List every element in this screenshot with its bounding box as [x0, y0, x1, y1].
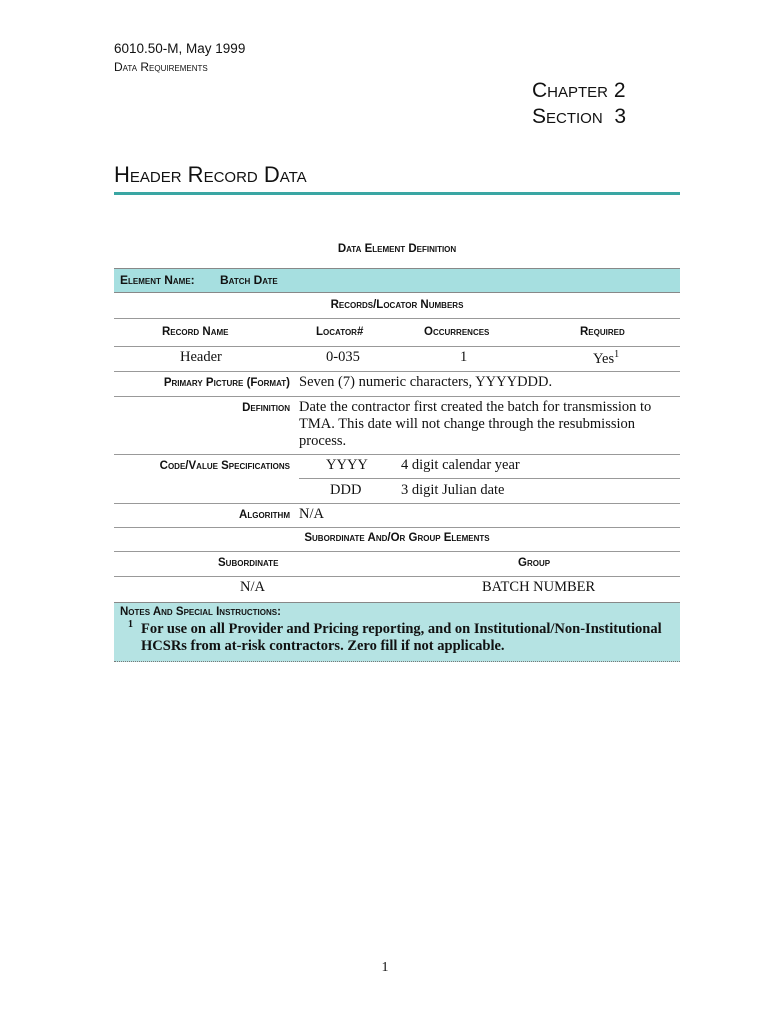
definition-line: TMA. This date will not change through the resubmission: [299, 416, 636, 432]
element-name-bar: [114, 268, 680, 293]
subordinate-group-heading: Subordinate And/Or Group Elements: [304, 532, 490, 544]
section-label: Section 3: [532, 105, 627, 128]
subordinate-value: N/A: [240, 579, 265, 595]
subordinate-label: Subordinate: [218, 557, 279, 569]
data-element-definition-heading: Data Element Definition: [337, 243, 457, 255]
document-subtitle: Data Requirements: [114, 60, 208, 74]
notes-label: Notes And Special Instructions:: [120, 606, 281, 618]
group-label: Group: [518, 557, 551, 569]
divider: [114, 454, 680, 455]
divider: [114, 396, 680, 397]
document-id: 6010.50-M, May 1999: [114, 41, 246, 56]
code-value-code: YYYY: [326, 457, 368, 473]
primary-picture-label: Primary Picture (Format): [163, 377, 290, 389]
divider: [114, 318, 680, 319]
divider: [114, 346, 680, 347]
code-value-desc: 4 digit calendar year: [401, 457, 520, 473]
title-divider: [114, 192, 680, 195]
record-name-cell: Header: [180, 349, 222, 365]
code-value-code: DDD: [330, 482, 362, 498]
definition-line: Date the contractor first created the batch for transmission to: [299, 399, 652, 415]
definition-label: Definition: [242, 402, 290, 414]
required-value: Yes: [593, 350, 615, 367]
chapter-label: Chapter 2: [532, 79, 626, 102]
page-number: 1: [381, 960, 389, 975]
column-occurrences: Occurrences: [424, 326, 490, 338]
code-value-label: Code/Value Specifications: [159, 460, 290, 472]
code-value-desc: 3 digit Julian date: [401, 482, 505, 498]
records-locator-heading: Records/Locator Numbers: [330, 299, 464, 311]
primary-picture-value: Seven (7) numeric characters, YYYYDDD.: [299, 374, 553, 390]
divider: [114, 503, 680, 504]
element-name-value: Batch Date: [220, 273, 278, 287]
column-required: Required: [580, 326, 625, 338]
divider: [299, 478, 680, 479]
divider: [114, 576, 680, 577]
algorithm-value: N/A: [299, 506, 324, 522]
notes-box: [114, 602, 680, 662]
column-locator: Locator#: [316, 326, 364, 338]
record-occurrences-cell: 1: [460, 349, 468, 365]
definition-line: process.: [299, 433, 347, 449]
page-title: Header Record Data: [114, 162, 307, 187]
group-value: BATCH NUMBER: [482, 579, 596, 595]
notes-line: For use on all Provider and Pricing reporting, and on Institutional/Non-Institutional: [141, 621, 662, 637]
divider: [114, 551, 680, 552]
divider: [114, 527, 680, 528]
record-locator-cell: 0-035: [326, 349, 360, 365]
notes-line: HCSRs from at-risk contractors. Zero fill if not applicable.: [141, 638, 505, 654]
required-footnote: 1: [614, 349, 620, 360]
record-required-cell: [593, 349, 619, 368]
column-record-name: Record Name: [162, 326, 229, 338]
element-name-label: Element Name:: [120, 273, 195, 287]
divider: [114, 371, 680, 372]
algorithm-label: Algorithm: [239, 509, 290, 521]
notes-footnote-marker: 1: [128, 619, 133, 630]
